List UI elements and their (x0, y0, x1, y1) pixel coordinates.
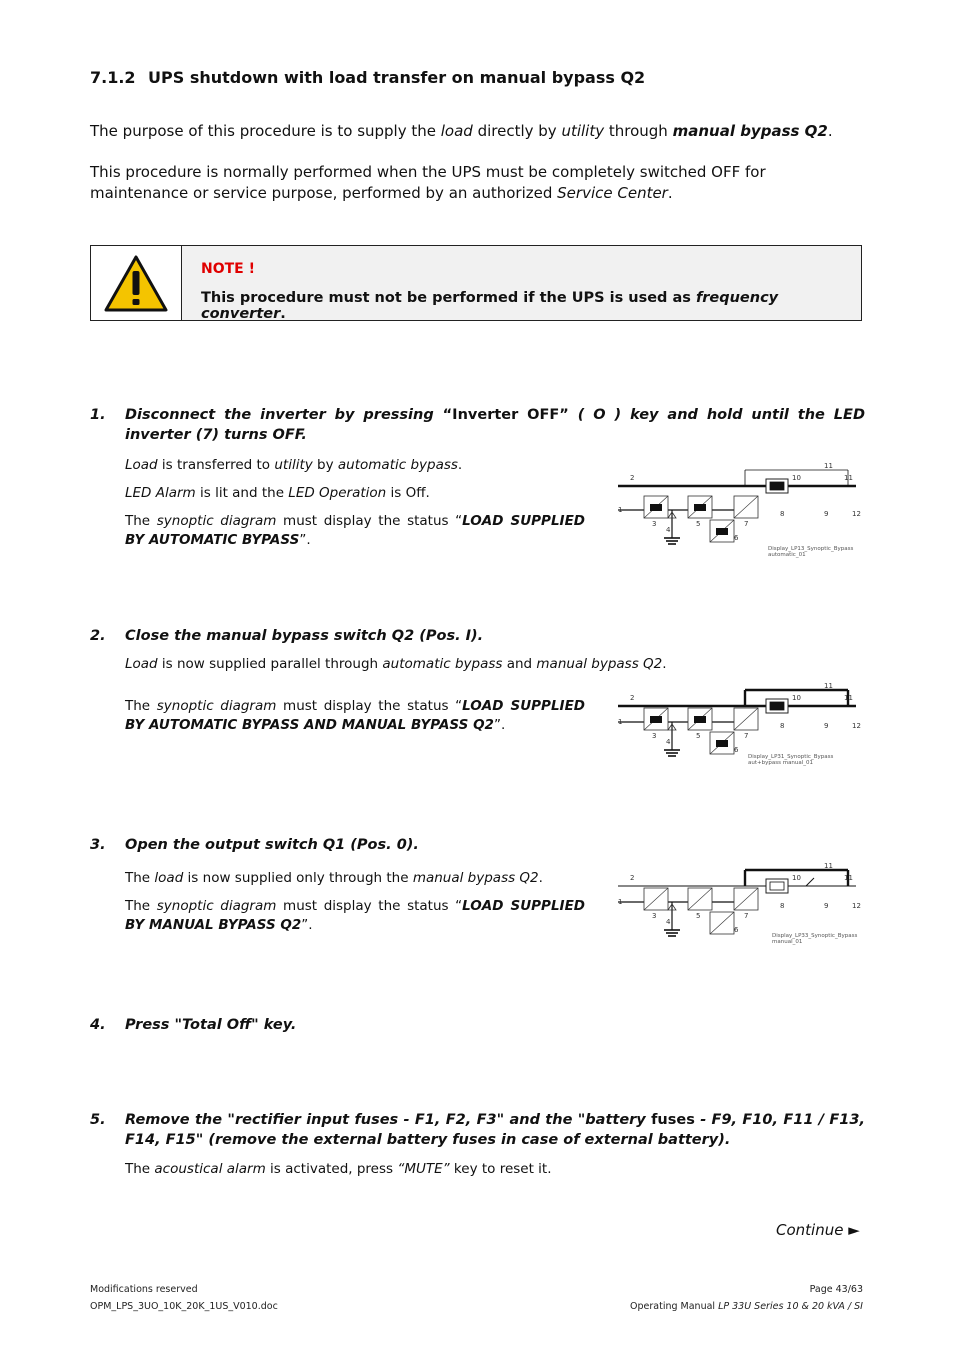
diagram-number: 9 (824, 510, 829, 518)
diagram-number: 12 (852, 902, 861, 910)
footer-left-2: OPM_LPS_3UO_10K_20K_1US_V010.doc (90, 1301, 278, 1312)
step-1 (90, 405, 865, 445)
diagram-number: 4 (666, 738, 671, 746)
step-number: 5. (90, 1112, 106, 1128)
diagram-number: 3 (652, 520, 657, 528)
step-1-line-1: Load is transferred to utility by automatic bypass. (125, 457, 463, 473)
diagram-number: 4 (666, 526, 671, 534)
static-switch-indicator (770, 482, 784, 490)
note-title: NOTE ! (201, 261, 255, 277)
diagram-caption: Display_LP31_Synoptic_Bypass aut+bypass manual_01 (748, 754, 834, 766)
active-indicator (716, 740, 728, 747)
step-3-line-1: The load is now supplied only through the manual bypass Q2. (125, 870, 543, 886)
diagram-number: 8 (780, 902, 785, 910)
step-text: Remove the "rectifier input fuses - F1, F2, F3" and the "battery fuses - F9, F10, F11 / F13, F14, F15" (remove the external battery fuses in case of external battery). (125, 1112, 865, 1148)
step-5-line-1: The acoustical alarm is activated, press “MUTE” key to reset it. (125, 1161, 552, 1177)
step-text: Close the manual bypass switch Q2 (Pos. I). (125, 628, 484, 644)
active-indicator (650, 716, 662, 723)
diagram-number: 5 (696, 912, 701, 920)
diagram-number: 7 (744, 912, 749, 920)
intro-paragraph-1: The purpose of this procedure is to supply the load directly by utility through manual bypass Q2. (90, 122, 833, 140)
diagram-number: 10 (792, 874, 801, 882)
section-number: 7.1.2 (90, 68, 136, 87)
static-switch-indicator (770, 702, 784, 710)
static-switch-indicator (770, 882, 784, 890)
step-text: Open the output switch Q1 (Pos. 0). (125, 837, 419, 853)
diagram-number: 12 (852, 722, 861, 730)
diagram-number: 9 (824, 902, 829, 910)
diagram-number: 3 (652, 912, 657, 920)
note-text: This procedure must not be performed if the UPS is used as frequency converter. (201, 290, 779, 322)
step-number: 3. (90, 837, 106, 853)
warning-triangle-icon (103, 254, 169, 314)
diagram-number: 11 (824, 862, 833, 870)
diagram-line (806, 878, 814, 886)
diagram-number: 5 (696, 732, 701, 740)
diagram-caption: Display_LP33_Synoptic_Bypass manual_01 (772, 933, 858, 945)
note-box (90, 245, 862, 321)
step-4 (90, 1015, 865, 1035)
synoptic-diagram-1 (610, 460, 866, 558)
intro-paragraph-2: This procedure is normally performed when the UPS must be completely switched OFF for maintenance or service purpose, performed by an authorized Service Center. (90, 163, 766, 202)
active-indicator (694, 504, 706, 511)
diagram-number: 7 (744, 732, 749, 740)
synoptic-diagram-3 (610, 852, 866, 946)
synoptic-diagram-2 (610, 672, 866, 766)
diagram-number: 11 (844, 874, 853, 882)
diagram-number: 10 (792, 474, 801, 482)
diagram-number: 1 (618, 898, 623, 906)
active-indicator (650, 504, 662, 511)
step-number: 2. (90, 628, 106, 644)
diagram-number: 1 (618, 718, 623, 726)
step-2 (90, 626, 865, 646)
diagram-number: 11 (824, 462, 833, 470)
diagram-number: 8 (780, 510, 785, 518)
diagram-number: 5 (696, 520, 701, 528)
footer-left-1: Modifications reserved (90, 1284, 198, 1295)
diagram-number: 11 (824, 682, 833, 690)
diagram-number: 2 (630, 694, 635, 702)
diagram-number: 6 (734, 534, 739, 542)
diagram-number: 8 (780, 722, 785, 730)
diagram-number: 2 (630, 474, 635, 482)
diagram-number: 3 (652, 732, 657, 740)
diagram-number: 12 (852, 510, 861, 518)
diagram-number: 6 (734, 746, 739, 754)
diagram-number: 9 (824, 722, 829, 730)
continue-label: Continue ► (776, 1221, 860, 1239)
step-text: Press "Total Off" key. (125, 1017, 297, 1033)
diagram-number: 1 (618, 506, 623, 514)
step-5 (90, 1110, 865, 1150)
diagram-number: 4 (666, 918, 671, 926)
section-heading (90, 68, 645, 87)
diagram-number: 10 (792, 694, 801, 702)
step-number: 1. (90, 407, 106, 423)
arrow-right-icon: ► (848, 1221, 860, 1239)
step-number: 4. (90, 1017, 106, 1033)
diagram-number: 11 (844, 694, 853, 702)
footer-right-2: Operating Manual LP 33U Series 10 & 20 kVA / SI (630, 1301, 863, 1312)
diagram-caption: Display_LP13_Synoptic_Bypass automatic_01 (768, 546, 854, 558)
step-text: Disconnect the inverter by pressing “Inverter OFF” ( O ) key and hold until the LED inverter (7) turns OFF. (125, 407, 865, 443)
step-2-line-2: The synoptic diagram must display the status “LOAD SUPPLIED BY AUTOMATIC BYPASS AND MANUAL BYPASS Q2”. (125, 698, 585, 733)
note-icon-cell (91, 246, 182, 320)
active-indicator (694, 716, 706, 723)
step-1-line-2: LED Alarm is lit and the LED Operation is Off. (125, 485, 430, 501)
step-2-line-1: Load is now supplied parallel through automatic bypass and manual bypass Q2. (125, 656, 667, 672)
diagram-number: 7 (744, 520, 749, 528)
step-1-line-3: The synoptic diagram must display the status “LOAD SUPPLIED BY AUTOMATIC BYPASS”. (125, 513, 585, 548)
active-indicator (716, 528, 728, 535)
diagram-number: 11 (844, 474, 853, 482)
section-title: UPS shutdown with load transfer on manual bypass Q2 (148, 68, 646, 87)
step-3-line-2: The synoptic diagram must display the status “LOAD SUPPLIED BY MANUAL BYPASS Q2”. (125, 898, 585, 933)
diagram-number: 2 (630, 874, 635, 882)
footer-right-1: Page 43/63 (809, 1284, 863, 1295)
diagram-number: 6 (734, 926, 739, 934)
